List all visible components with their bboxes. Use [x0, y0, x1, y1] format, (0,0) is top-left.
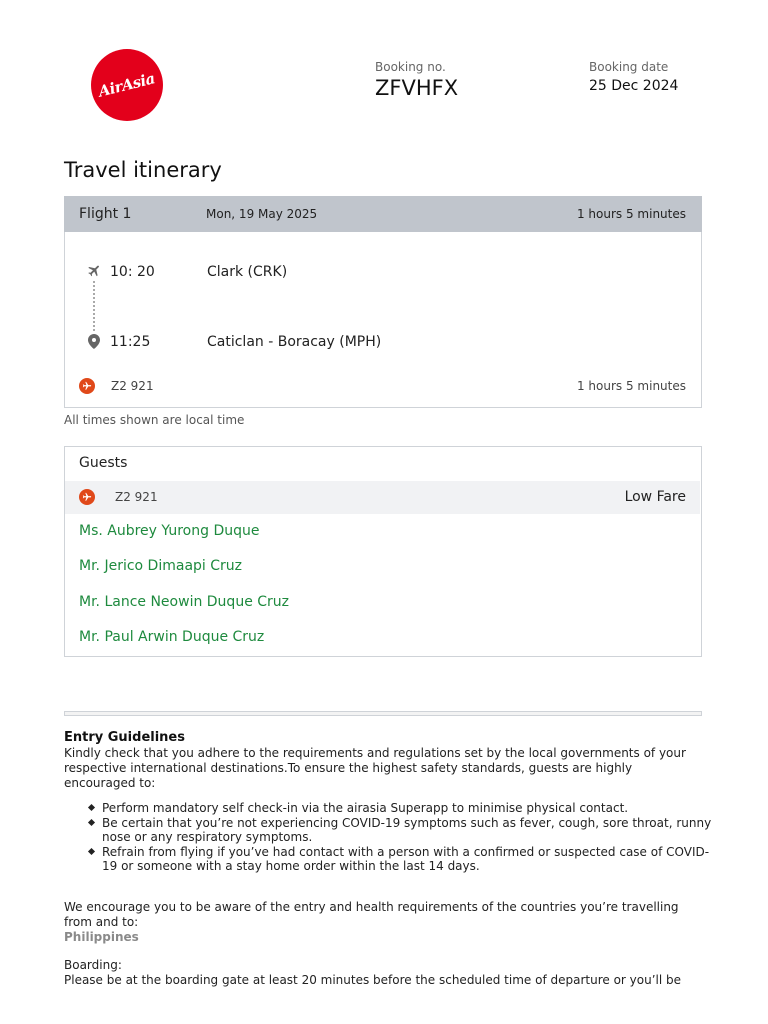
arrive-place: Caticlan - Boracay (MPH) — [207, 334, 382, 350]
guest-name: Mr. Jerico Dimaapi Cruz — [79, 558, 242, 574]
boarding-text: Please be at the boarding gate at least 20 minutes before the scheduled time of departure or you’ll be — [64, 973, 682, 987]
guest-name: Mr. Lance Neowin Duque Cruz — [79, 594, 290, 610]
booking-no-value: ZFVHFX — [375, 76, 459, 100]
flight-duration: 1 hours 5 minutes — [576, 207, 686, 221]
guest-name: Ms. Aubrey Yurong Duque — [79, 523, 260, 539]
airasia-logo — [91, 49, 163, 121]
booking-date-value: 25 Dec 2024 — [589, 78, 679, 94]
section-divider — [64, 711, 702, 716]
plane-icon — [87, 263, 102, 282]
guidelines-list — [64, 801, 714, 874]
page-title: Travel itinerary — [64, 158, 222, 182]
guest-flight-row — [65, 481, 700, 514]
guest-flight-number: Z2 921 — [115, 490, 158, 504]
airline-badge-icon — [79, 489, 95, 505]
encourage-text: We encourage you to be aware of the entry and health requirements of the countries you’re travelling from and to: — [64, 900, 679, 929]
depart-time: 10: 20 — [110, 264, 155, 280]
fare-type: Low Fare — [624, 489, 686, 505]
flight-number: Z2 921 — [111, 379, 154, 393]
guest-name: Mr. Paul Arwin Duque Cruz — [79, 629, 265, 645]
guests-title: Guests — [79, 455, 128, 471]
logo-text: AirAsia — [97, 69, 157, 101]
guideline-item: Perform mandatory self check-in via the airasia Superapp to minimise physical contact. — [64, 801, 714, 815]
boarding-label: Boarding: — [64, 958, 122, 972]
guideline-item: Refrain from flying if you’ve had contact with a person with a confirmed or suspected case of COVID-19 or someone with a stay home order within the last 14 days. — [64, 845, 714, 873]
flight-date: Mon, 19 May 2025 — [206, 207, 318, 221]
booking-no-label: Booking no. — [375, 60, 446, 74]
guidelines-title: Entry Guidelines — [64, 730, 185, 745]
guidelines-intro: Kindly check that you adhere to the requirements and regulations set by the local governments of your respective international destinations.To ensure the highest safety standards, guests are highly encouraged to: — [64, 746, 686, 790]
flight-label: Flight 1 — [79, 206, 132, 222]
route-line — [93, 281, 95, 331]
location-pin-icon — [88, 334, 100, 353]
guideline-item: Be certain that you’re not experiencing COVID-19 symptoms such as fever, cough, sore throat, runny nose or any respiratory symptoms. — [64, 816, 714, 844]
flight-header — [64, 196, 702, 232]
airline-badge-icon — [79, 378, 95, 394]
depart-place: Clark (CRK) — [207, 264, 288, 280]
guests-section — [64, 446, 702, 657]
local-time-note: All times shown are local time — [64, 413, 245, 427]
booking-date-label: Booking date — [589, 60, 669, 74]
footer-duration: 1 hours 5 minutes — [576, 379, 686, 393]
arrive-time: 11:25 — [110, 334, 151, 350]
country-name: Philippines — [64, 930, 139, 944]
